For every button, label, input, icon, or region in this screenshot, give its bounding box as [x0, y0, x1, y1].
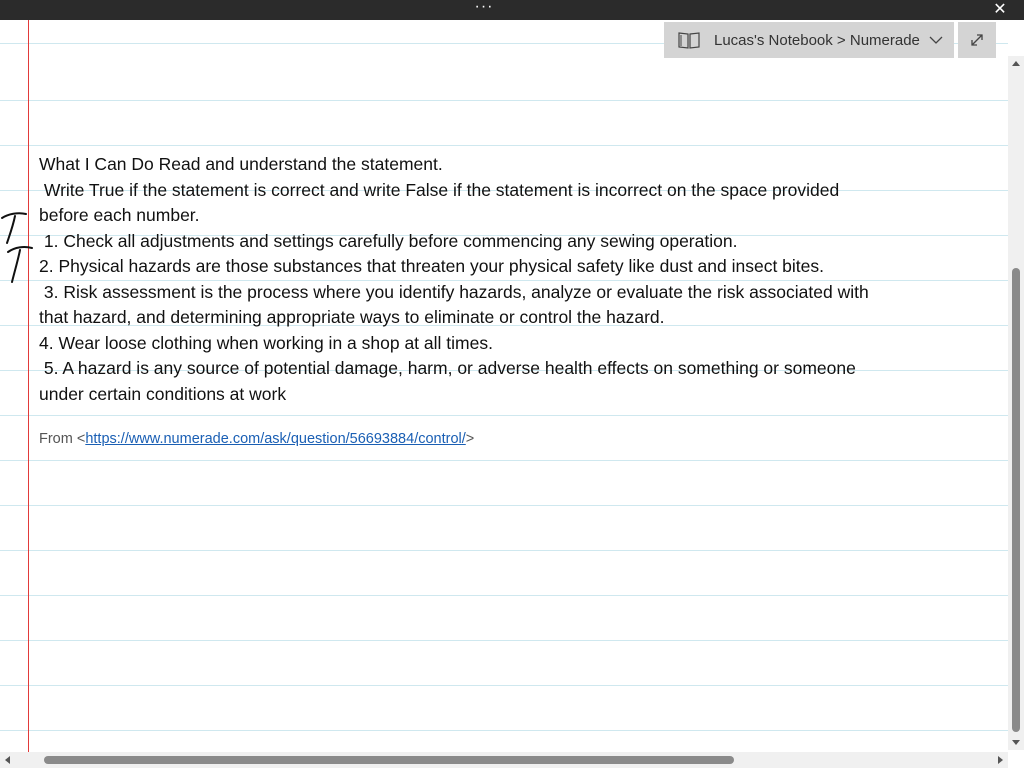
- note-line: 5. A hazard is any source of potential damage, harm, or adverse health effects on something or someone: [39, 358, 856, 378]
- note-line: 3. Risk assessment is the process where you identify hazards, analyze or evaluate the risk associated with: [39, 281, 869, 302]
- scroll-left-icon[interactable]: [4, 756, 12, 764]
- source-attribution: [39, 431, 474, 447]
- close-button[interactable]: ✕: [993, 1, 1007, 18]
- more-options-button[interactable]: ···: [474, 0, 494, 15]
- scroll-right-icon[interactable]: [996, 756, 1004, 764]
- notebook-breadcrumb: Lucas's Notebook > Numerade: [714, 31, 920, 49]
- vertical-scroll-thumb[interactable]: [1012, 268, 1020, 732]
- note-line: that hazard, and determining appropriate ways to eliminate or control the hazard.: [39, 307, 665, 327]
- horizontal-scroll-thumb[interactable]: [44, 756, 734, 764]
- note-line: 2. Physical hazards are those substances that threaten your physical safety like dust and insect bites.: [39, 256, 825, 276]
- expand-icon: [969, 32, 985, 48]
- source-suffix: >: [465, 431, 475, 447]
- note-line: What I Can Do Read and understand the statement.: [39, 154, 443, 174]
- chevron-down-icon: [928, 32, 944, 48]
- expand-button[interactable]: [958, 22, 996, 58]
- title-bar: [0, 0, 1024, 20]
- note-line: 1. Check all adjustments and settings carefully before commencing any sewing operation.: [39, 230, 738, 251]
- scroll-down-icon[interactable]: [1012, 738, 1020, 746]
- scroll-up-icon[interactable]: [1012, 60, 1020, 68]
- notebook-icon: [678, 31, 700, 49]
- horizontal-scrollbar[interactable]: [0, 752, 1008, 768]
- source-prefix: From <: [39, 431, 86, 447]
- note-line: under certain conditions at work: [39, 383, 287, 404]
- note-page[interactable]: [0, 20, 1008, 752]
- margin-line: [28, 20, 29, 752]
- note-line: before each number.: [39, 205, 200, 225]
- handwritten-ink: [0, 210, 40, 320]
- source-link[interactable]: https://www.numerade.com/ask/question/56693884/control/: [85, 431, 466, 447]
- vertical-scrollbar[interactable]: [1008, 56, 1024, 750]
- notebook-location-dropdown[interactable]: [664, 22, 954, 58]
- note-body[interactable]: [39, 152, 939, 407]
- note-line: Write True if the statement is correct and write False if the statement is incorrect on the space provided: [39, 179, 840, 200]
- note-line: 4. Wear loose clothing when working in a shop at all times.: [39, 332, 493, 353]
